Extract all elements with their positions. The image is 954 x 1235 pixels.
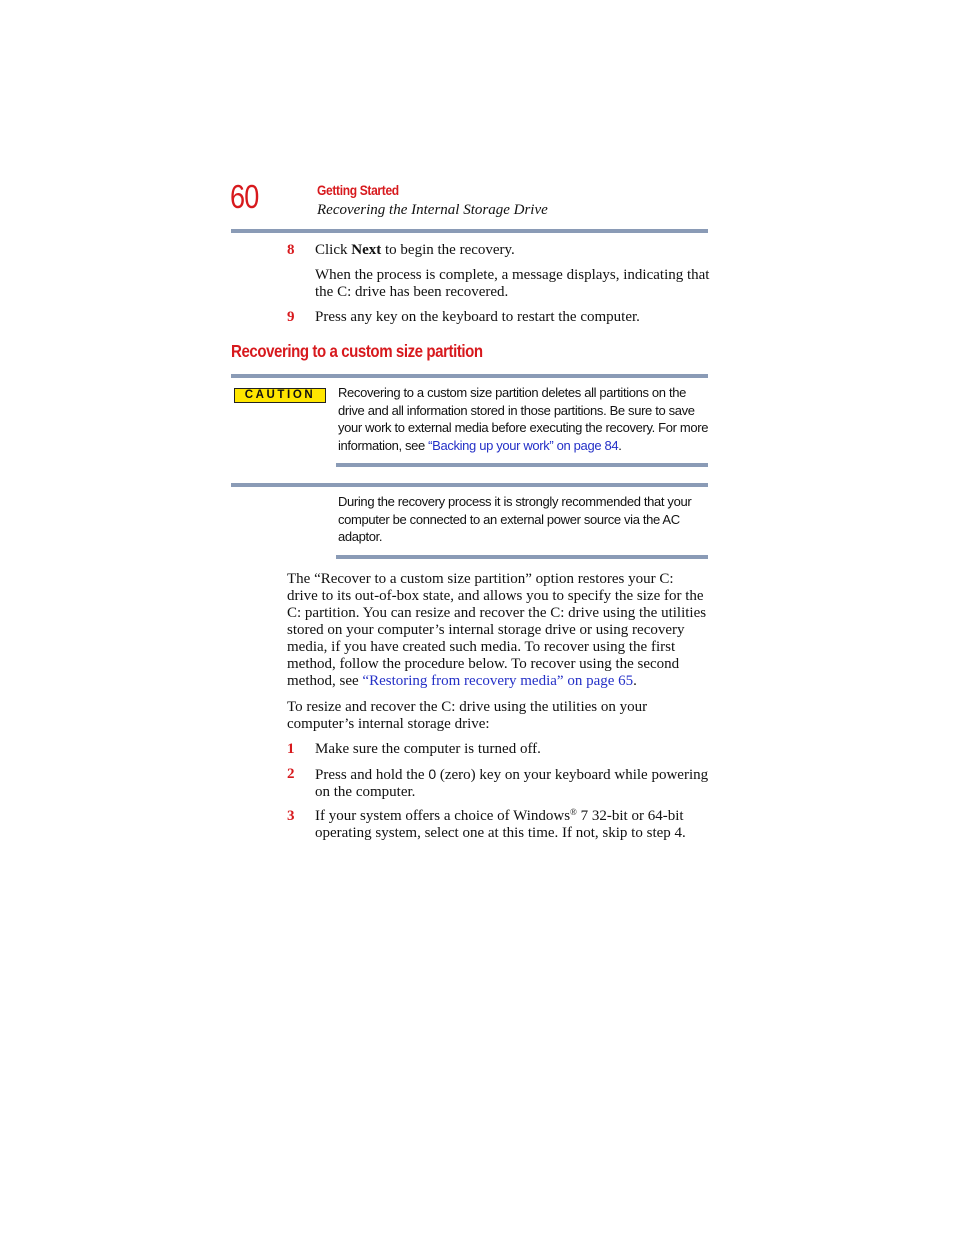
step-followup: When the process is complete, a message displays, indicating that the C: drive has been recovered. <box>315 267 710 300</box>
caution-text <box>338 384 710 454</box>
restoring-link[interactable]: “Restoring from recovery media” on page 65 <box>362 673 634 689</box>
step-text-post: (zero) key on your keyboard while powering on the computer. <box>315 767 709 800</box>
step-text <box>315 766 710 801</box>
backing-up-link[interactable]: “Backing up your work” on page 84 <box>428 437 619 453</box>
caution-top-rule <box>231 374 708 378</box>
caution-end: . <box>618 437 622 453</box>
step-text-pre: Click <box>315 242 352 258</box>
note-text: During the recovery process it is strongly recommended that your computer be connected to an external power source via the AC adaptor. <box>338 494 692 544</box>
caution-badge <box>234 388 326 403</box>
note-bottom-rule <box>336 555 708 559</box>
step-number: 2 <box>287 766 295 782</box>
step-text-pre: Press and hold the <box>315 767 429 783</box>
step-text: Make sure the computer is turned off. <box>315 741 541 757</box>
subsection-title: Recovering the Internal Storage Drive <box>317 202 548 218</box>
caution-label: CAUTION <box>244 389 316 401</box>
header-rule <box>231 229 708 233</box>
step-number: 8 <box>287 242 295 258</box>
step-number: 3 <box>287 808 295 824</box>
step-text-pre: If your system offers a choice of Windows <box>315 808 571 824</box>
section-heading: Recovering to a custom size partition <box>231 341 483 361</box>
step-text <box>315 242 710 259</box>
caution-bottom-rule <box>336 463 708 467</box>
body-paragraph-2: To resize and recover the C: drive using the utilities on your computer’s internal storage drive: <box>287 699 648 732</box>
section-title: Getting Started <box>317 182 399 198</box>
step-text: Press any key on the keyboard to restart the computer. <box>315 309 640 325</box>
step-text-post: 7 32-bit or 64-bit operating system, select one at this time. If not, skip to step 4. <box>315 808 686 841</box>
body-paragraph <box>287 571 707 690</box>
key-zero: 0 <box>428 766 437 782</box>
step-number: 9 <box>287 309 295 325</box>
note-top-rule <box>231 483 708 487</box>
body-paragraph-text: The “Recover to a custom size partition” option restores your C: drive to its out-of-box state, and allows you to specify the size for the C: partition. You can resize and recover the C: drive using the utilities stored on your computer’s internal storage drive or using recovery media, if you have created such media. To recover using the first method, follow the procedure below. To recover using the second method, see <box>287 571 707 689</box>
caution-body: Recovering to a custom size partition deletes all partitions on the drive and all information stored in those partitions. Be sure to save your work to external media before executing the recovery. For more information, see <box>338 385 709 453</box>
step-text-post: to begin the recovery. <box>381 242 515 258</box>
registered-mark: ® <box>570 807 577 817</box>
step-bold-next: Next <box>351 242 382 258</box>
step-text <box>315 808 710 842</box>
body-paragraph-end: . <box>633 673 637 689</box>
step-number: 1 <box>287 741 295 757</box>
page-number: 60 <box>230 178 259 215</box>
